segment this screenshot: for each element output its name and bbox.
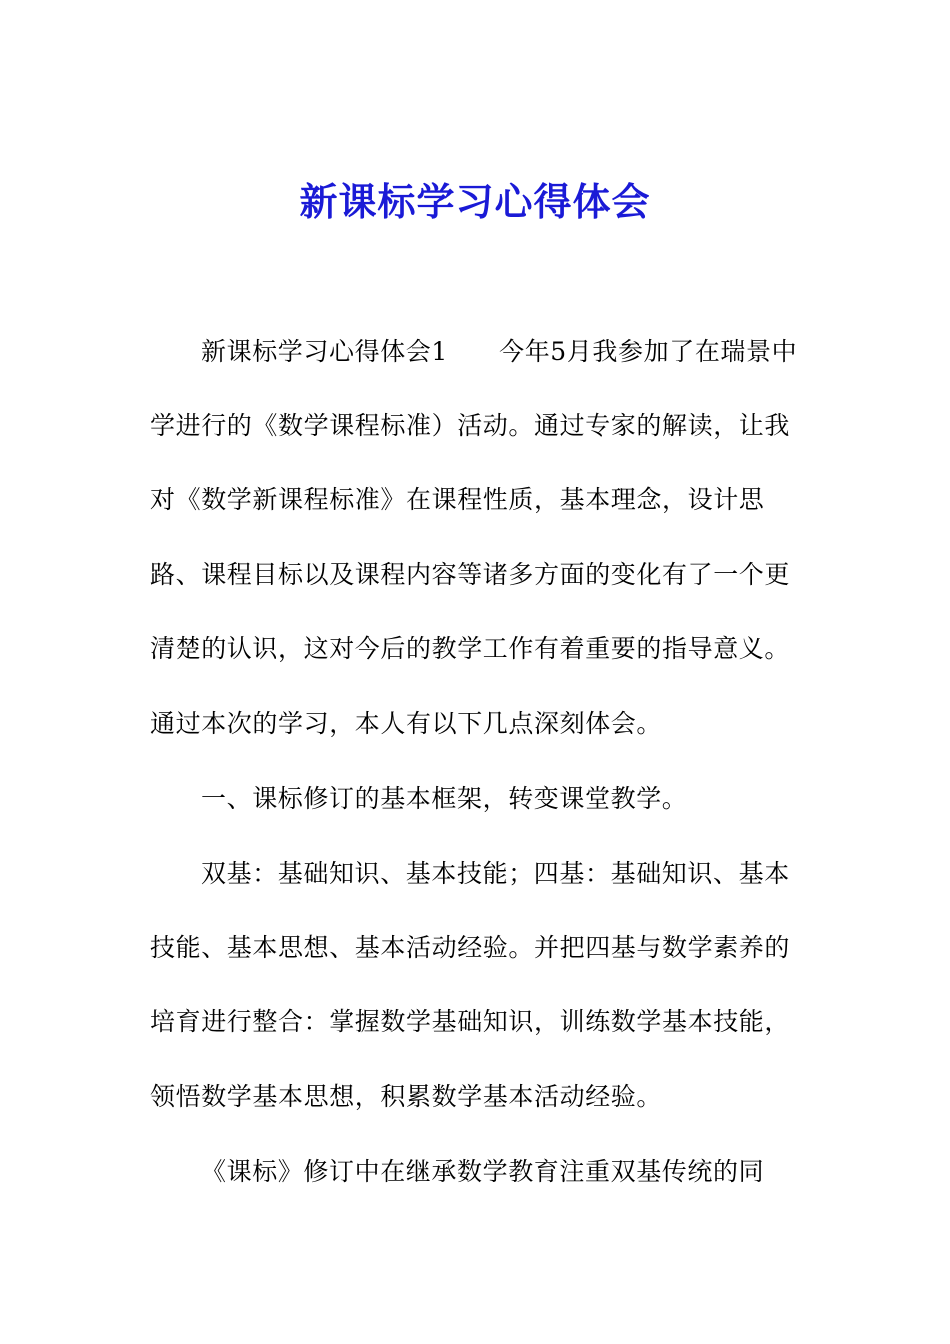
document-title: 新课标学习心得体会 <box>299 179 651 224</box>
paragraph-line-6: 通过本次的学习，本人有以下几点深刻体会。 <box>150 709 663 738</box>
paragraph-line-10: 领悟数学基本思想，积累数学基本活动经验。 <box>150 1082 663 1111</box>
paragraph-line-5: 清楚的认识，这对今后的教学工作有着重要的指导意义。 <box>150 634 791 663</box>
paragraph-line-3: 对《数学新课程标准》在课程性质，基本理念，设计思 <box>150 485 765 514</box>
paragraph-line-4: 路、课程目标以及课程内容等诸多方面的变化有了一个更 <box>150 560 791 589</box>
paragraph-line-8: 技能、基本思想、基本活动经验。并把四基与数学素养的 <box>150 933 791 962</box>
paragraph-line-1: 新课标学习心得体会1 今年5月我参加了在瑞景中 <box>201 337 798 366</box>
paragraph-line-7: 双基：基础知识、基本技能；四基：基础知识、基本 <box>201 859 790 888</box>
paragraph-line-9: 培育进行整合：掌握数学基础知识，训练数学基本技能， <box>150 1007 791 1036</box>
paragraph-line-2: 学进行的《数学课程标准）活动。通过专家的解读，让我 <box>150 411 791 440</box>
section-heading: 一、课标修订的基本框架，转变课堂教学。 <box>201 784 688 813</box>
paragraph-line-11: 《课标》修订中在继承数学教育注重双基传统的同 <box>201 1157 765 1186</box>
